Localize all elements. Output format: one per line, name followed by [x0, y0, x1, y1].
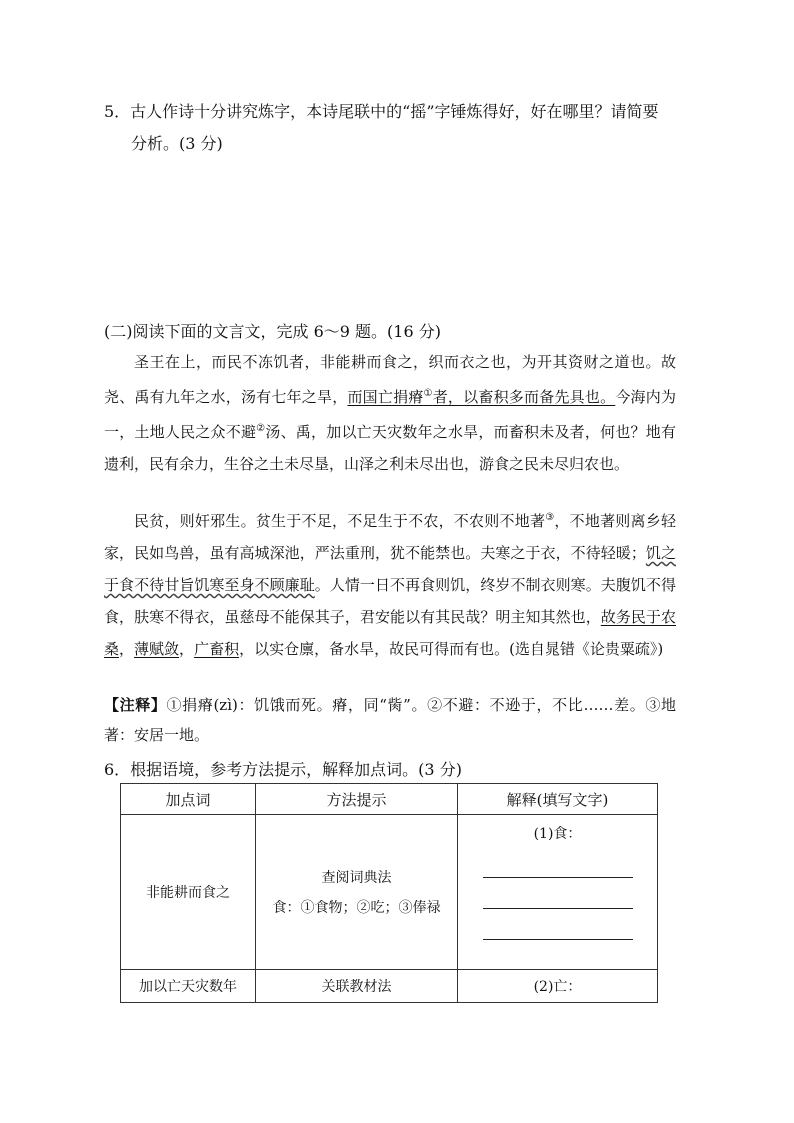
table-cell-word: 非能耕而食之	[121, 815, 256, 970]
annotation-text: ①捐瘠(zì)：饥饿而死。瘠，同“胔”。②不避：不逊于，不比……差。③地著：安居一地。	[104, 696, 676, 744]
footnote-marker-1: ①	[423, 388, 433, 399]
question-6: 6．根据语境，参考方法提示，解释加点词。(3 分)	[104, 760, 462, 779]
section-heading: (二)阅读下面的文言文，完成 6～9 题。(16 分)	[104, 322, 441, 341]
table-cell-answer: (2)亡：	[458, 970, 658, 1003]
annotation-notes	[104, 690, 676, 750]
method-detail: 食：①食物；②吃；③俸禄	[272, 900, 441, 916]
underlined-phrase-3: 广畜积	[194, 640, 240, 658]
passage-text: ，以实仓廪，备水旱，故民可得而有也。(选自晁错《论贵粟疏》)	[239, 640, 664, 658]
annotation-label: 【注释】	[104, 696, 167, 714]
answer-blank-line[interactable]	[483, 909, 633, 940]
footnote-marker-3: ③	[545, 512, 555, 523]
underlined-phrase-1: 故务民于农桑	[104, 608, 676, 658]
underlined-sentence-1: 而国亡捐瘠①者，以畜积多而备先具也。	[347, 388, 616, 406]
passage-paragraph-1	[104, 346, 676, 480]
table-cell-answer	[458, 815, 658, 970]
table-cell-method: 关联教材法	[256, 970, 458, 1003]
wavy-underlined-sentence: 饥之于食不待甘旨饥寒至身不顾廉耻	[104, 544, 676, 594]
passage-text: 。人情一日不再食则饥，终岁不制衣则寒。夫腹饥不得食，肤寒不得衣，虽慈母不能保其子，君安能以有其民哉？明主知其然也，	[104, 576, 676, 626]
passage-text: 汤、禹，加以亡天灾数年之水旱，而畜积未及者，何也？地有遗利，民有余力，生谷之土未尽垦，山泽之利未尽出也，游食之民未尽归农也。	[104, 423, 676, 473]
table-header: 解释(填写文字)	[458, 784, 658, 815]
passage-text: 今海内为一，土地人民之众不避	[104, 388, 676, 441]
table-header: 方法提示	[256, 784, 458, 815]
table-row	[121, 970, 658, 1003]
question-5-line2: 分析。(3 分)	[131, 134, 223, 153]
table-cell-method	[256, 815, 458, 970]
answer-label: (1)食：	[533, 826, 582, 842]
underlined-phrase-2: 薄赋敛	[134, 640, 180, 658]
footnote-marker-2: ②	[256, 423, 266, 434]
answer-blank-line[interactable]	[483, 847, 633, 878]
answer-blank-line[interactable]	[483, 878, 633, 909]
passage-text: ，不地著则离乡轻家，民如鸟兽，虽有高城深池，严法重刑，犹不能禁也。夫寒之于衣，不待轻暖；	[104, 512, 676, 562]
question-5-line1: 5．古人作诗十分讲究炼字，本诗尾联中的“摇”字锤炼得好，好在哪里？请简要	[104, 102, 659, 121]
passage-paragraph-2: 民贫，则奸邪生。贫生于不足，不足生于不农，不农则不地著③，不地著则离乡轻家，民如鸟兽，虽有高城深池，严法重刑，犹不能禁也。夫寒之于衣，不待轻暖；饥之于食不待甘旨饥寒至身不顾廉耻。人情一日不再食则饥，终岁不制衣则寒。夫腹饥不得食，肤寒不得衣，虽慈母不能保其子，君安能以有其民哉？明主知其然也，故务民于农桑，薄赋敛，广畜积，以实仓廪，备水旱，故民可得而有也。(选自晁错《论贵粟疏》)	[104, 512, 676, 658]
method-title: 查阅词典法	[321, 870, 392, 886]
table-cell-word: 加以亡天灾数年	[121, 970, 256, 1003]
table-header: 加点词	[121, 784, 256, 815]
table-header-row	[121, 784, 658, 815]
table-row	[121, 815, 658, 970]
passage-text: 民贫，则奸邪生。贫生于不足，不足生于不农，不农则不地著	[134, 512, 546, 530]
passage-text: 圣王在上，而民不冻饥者，非能耕而食之，织而衣之也，为开其资财之道也。故尧、禹有九年之水，汤有七年之旱，	[104, 353, 676, 406]
answer-table	[120, 783, 658, 1003]
